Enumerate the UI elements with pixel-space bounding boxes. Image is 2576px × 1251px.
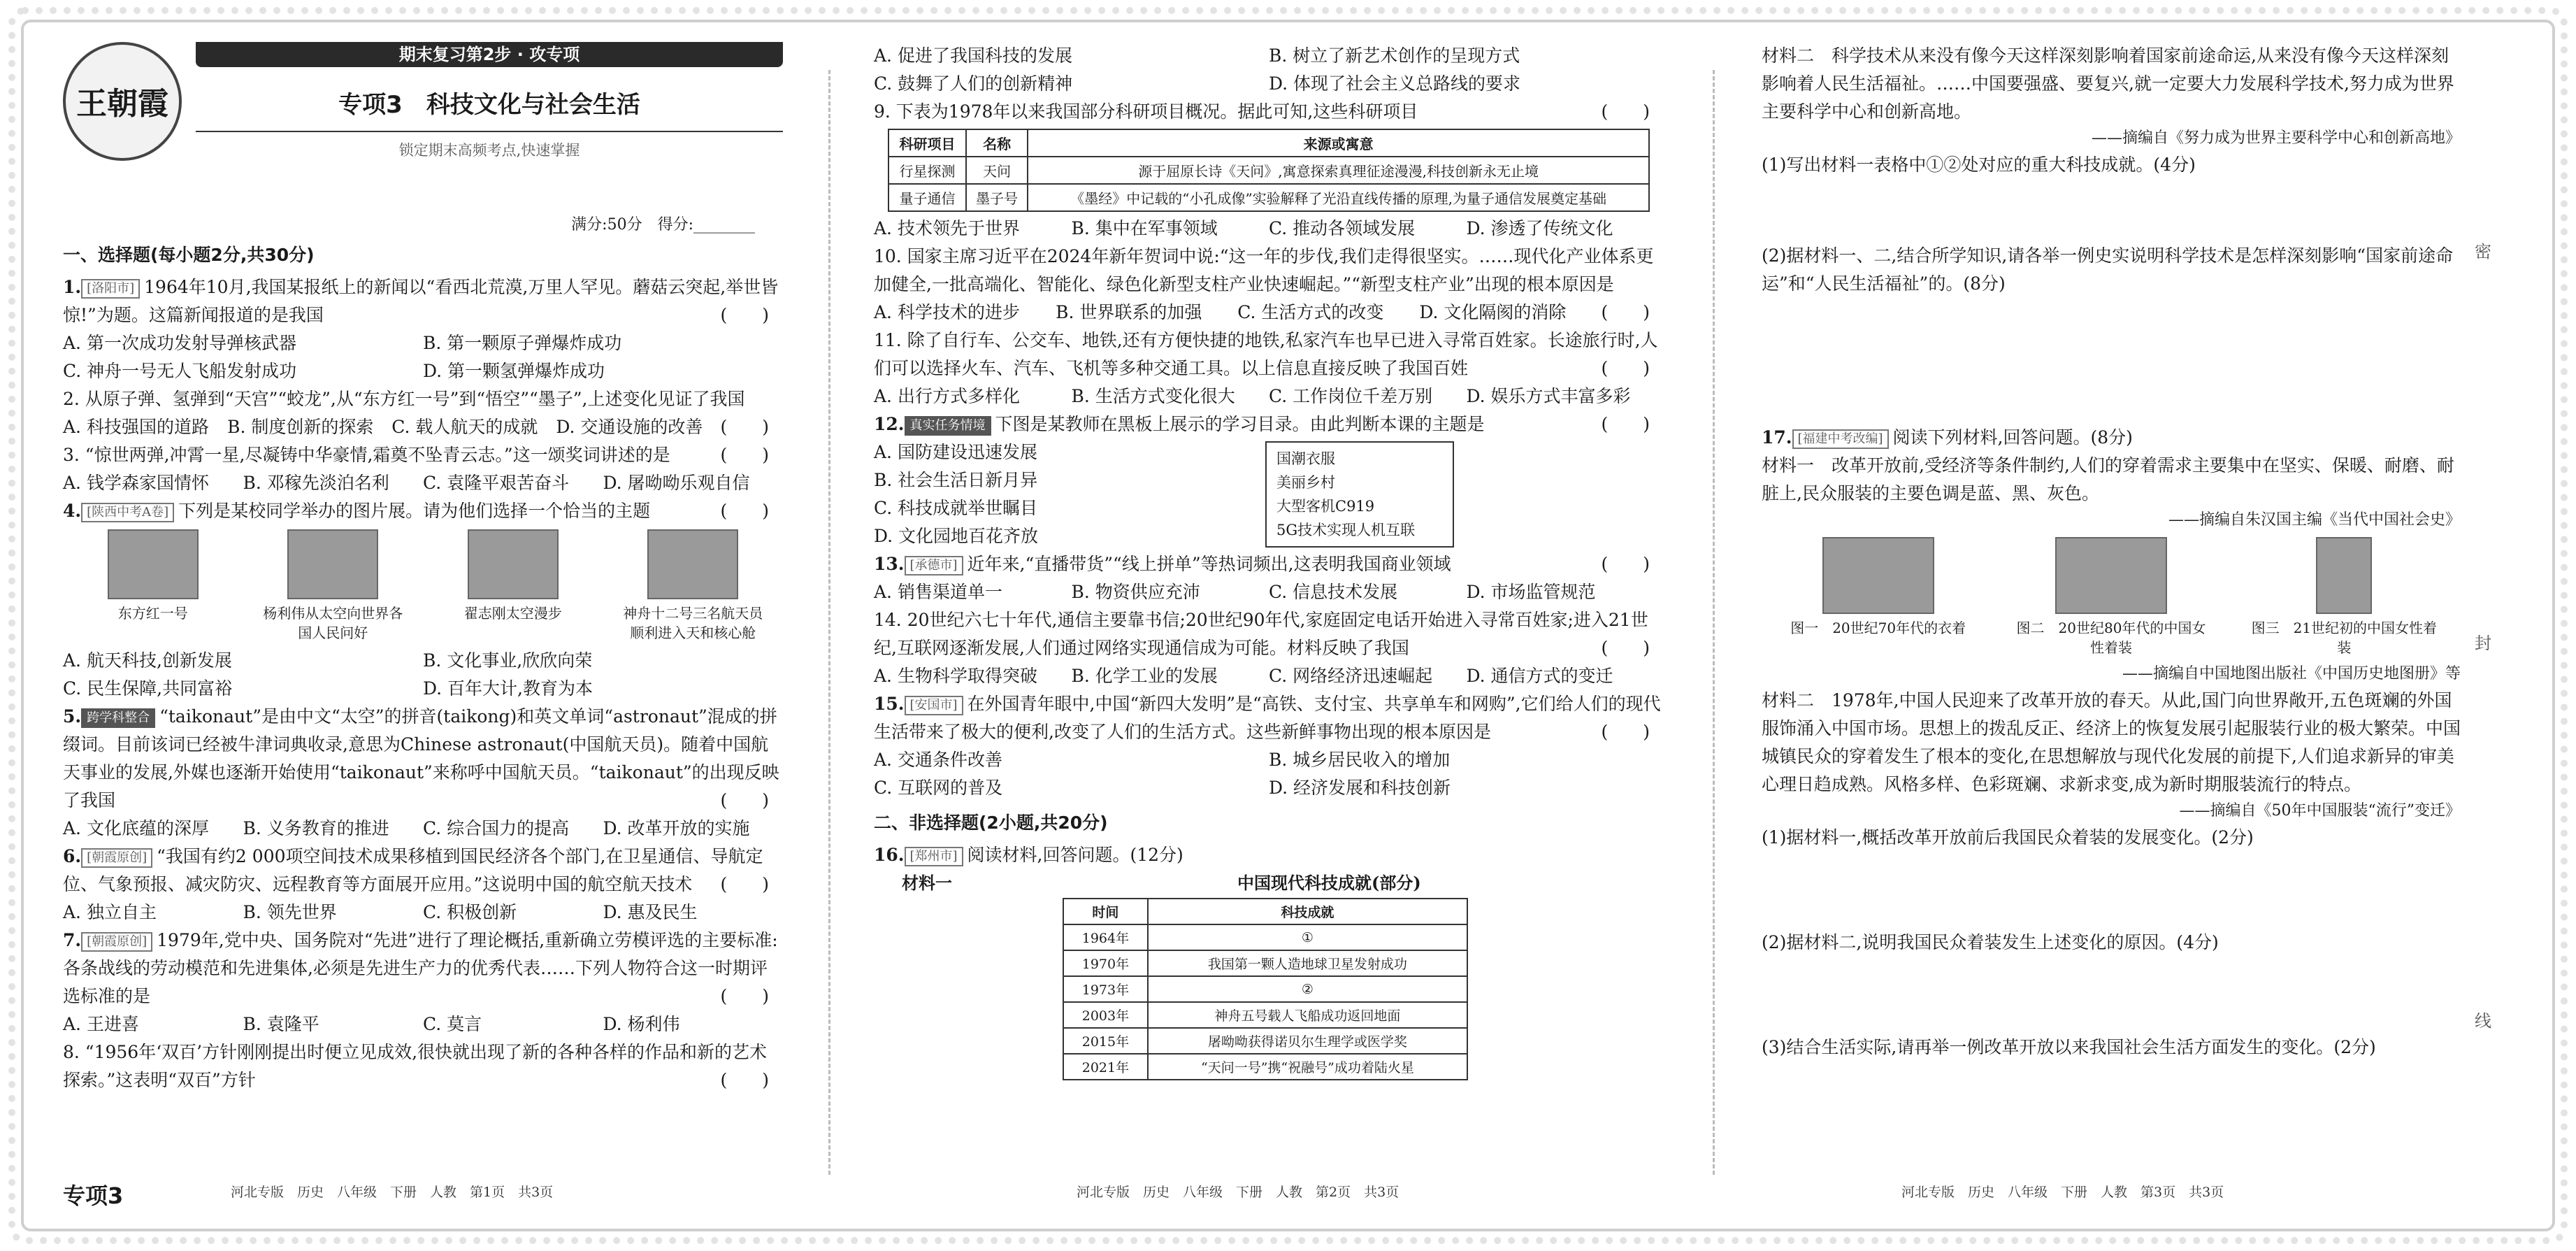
satellite-photo <box>108 529 199 599</box>
question-4: 4. [陕西中考A卷] 下列是某校同学举办的图片展。请为他们选择一个恰当的主题 ( ) <box>63 501 769 521</box>
options: A. 第一次成功发射导弹核武器 B. 第一颗原子弹爆炸成功 C. 神舟一号无人飞船发射成功 D. 第一颗氢弹爆炸成功 <box>63 333 622 381</box>
options: A. 独立自主 B. 领先世界 C. 积极创新 D. 惠及民生 <box>63 902 698 922</box>
column-1 <box>63 42 783 1094</box>
column-divider <box>1713 70 1715 1175</box>
footer-page-3: 河北专版 历史 八年级 下册 人教 第3页 共3页 <box>1901 1185 2224 1200</box>
source-line: ——摘编自《50年中国服装“流行”变迁》 <box>2179 802 2461 820</box>
photo: 图二 20世纪80年代的中国女性着装 <box>2013 537 2209 657</box>
review-banner: 期末复习第2步 · 攻专项 <box>196 42 783 67</box>
space-station-photo <box>647 529 738 599</box>
options: A. 航天科技,创新发展 B. 文化事业,欣欣向荣 C. 民生保障,共同富裕 D. 百年大计,教育为本 <box>63 650 593 699</box>
question-1: 1. [洛阳市] 1964年10月,我国某报纸上的新闻以“看西北荒漠,万里人罕见。蘑菇云突起,举世皆惊!”为题。这篇新闻报道的是我国 ( ) <box>63 277 779 325</box>
question-14: 14. 20世纪六七十年代,通信主要靠书信;20世纪90年代,家庭固定电话开始进入寻常百姓家;进入21世纪,互联网逐渐发展,人们通过网络实现通信成为可能。材料反映了我国 ( ) <box>874 610 1650 658</box>
question-2: 2. 从原子弹、氢弹到“天宫”“蛟龙”,从“东方红一号”到“悟空”“墨子”,上述变化见证了我国 ( ) <box>63 389 769 437</box>
question-10: 10. 国家主席习近平在2024年新年贺词中说:“这一年的步伐,我们走得很坚实。……现代化产业体系更加健全,一批高端化、智能化、绿色化新型支柱产业快速崛起。”“新型支柱产业”出现的根本原因是 ( ) <box>874 246 1654 322</box>
q17-material-2: 材料二 1978年,中国人民迎来了改革开放的春天。从此,国门向世界敞开,五色斑斓的外国服饰涌入中国市场。思想上的拨乱反正、经济上的恢复发展引起服装行业的极大繁荣。中国城镇民众的穿着发生了根本的变化,在思想解放与现代化发展的前提下,人们追求新异的审美心理日趋成熟。风格多样、色彩斑斓、求新求变,成为新时期服装流行的特点。 <box>1762 690 2461 794</box>
photo: 图三 21世纪初的中国女性着装 <box>2246 537 2442 657</box>
section-title: 二、非选择题(2小题,共20分) <box>874 813 1108 833</box>
options: A. 王进喜 B. 袁隆平 C. 莫言 D. 杨利伟 <box>63 1014 680 1034</box>
options: A. 出行方式多样化 B. 生活方式变化很大 C. 工作岗位千差万别 D. 娱乐方式丰富多彩 <box>874 386 1631 406</box>
q17-part-1: (1)据材料一,概括改革开放前后我国民众着装的发展变化。(2分) <box>1762 827 2254 848</box>
achievement-table: 时间 科技成就 1964年 ① 1970年 我国第一颗人造地球卫星发射成功 1973年 ② 2003年 神舟五号载人飞船成功返回地面 2015年 屠呦呦获得诺贝尔生理学或医学奖 2021年 “天问一号”携“祝融号”成功着陆火星 <box>1063 898 1468 1080</box>
question-6: 6. [朝霞原创] “我国有约2 000项空间技术成果移植到国民经济各个部门,在卫星通信、导航定位、气象预报、减灾防灾、远程教育等方面展开应用。”这说明中国的航空航天技术 ( ) <box>63 846 769 894</box>
question-5: 5. 跨学科整合 “taikonaut”是由中文“太空”的拼音(taikong)和英文单词“astronaut”混成的拼缀词。目前该词已经被牛津词典收录,意思为Chinese astronaut(中国航天员)。随着中国航天事业的发展,外媒也逐渐开始使用“taikonaut”来称呼中国航天员。“taikonaut”的出现反映了我国 ( ) <box>63 706 779 810</box>
seal-mark: 封 <box>2475 634 2491 653</box>
question-12: 12. 真实任务情境 下图是某教师在黑板上展示的学习目录。由此判断本课的主题是 ( ) <box>874 414 1650 434</box>
score-line: 满分:50分 得分:________ <box>571 216 755 234</box>
page-subtitle: 锁定期末高频考点,快速掌握 <box>196 131 783 160</box>
q16-part-1: (1)写出材料一表格中①②处对应的重大科技成就。(4分) <box>1762 155 2196 175</box>
options: A. 促进了我国科技的发展 B. 树立了新艺术创作的呈现方式 C. 鼓舞了人们的创新精神 D. 体现了社会主义总路线的要求 <box>874 45 1521 94</box>
column-2 <box>874 42 1664 1080</box>
question-7: 7. [朝霞原创] 1979年,党中央、国务院对“先进”进行了理论概括,重新确立劳模评选的主要标准:各条战线的劳动模范和先进集体,必须是先进生产力的优秀代表……下列人物符合这一时期评选标准的是 ( ) <box>63 930 778 1006</box>
blackboard-outline: 国潮衣服 美丽乡村 大型客机C919 5G技术实现人机互联 <box>1265 441 1454 548</box>
options: A. 钱学森家国情怀 B. 邓稼先淡泊名利 C. 袁隆平艰苦奋斗 D. 屠呦呦乐观自信 <box>63 473 750 493</box>
photo: 图一 20世纪70年代的衣着 <box>1780 537 1976 657</box>
question-17: 17. [福建中考改编] 阅读下列材料,回答问题。(8分) <box>1762 427 2133 448</box>
column-divider <box>828 70 830 1175</box>
options: A. 文化底蕴的深厚 B. 义务教育的推进 C. 综合国力的提高 D. 改革开放的实施 <box>63 818 750 838</box>
section-title: 一、选择题(每小题2分,共30分) <box>63 245 315 265</box>
source-line: ——摘编自朱汉国主编《当代中国社会史》 <box>2168 511 2461 529</box>
question-15: 15. [安国市] 在外国青年眼中,中国“新四大发明”是“高铁、支付宝、共享单车和网购”,它们给人们的现代生活带来了极大的便利,改变了人们的生活方式。这些新鲜事物出现的根本原因是 ( ) <box>874 694 1661 742</box>
options: A. 交通条件改善 B. 城乡居民收入的增加 C. 互联网的普及 D. 经济发展和科技创新 <box>874 750 1451 798</box>
astronaut-photo <box>287 529 378 599</box>
photo: 神舟十二号三名航天员顺利进入天和核心舱 <box>619 529 766 643</box>
spacewalk-photo <box>468 529 559 599</box>
footer-label: 专项3 <box>63 1182 124 1209</box>
options: A. 科学技术的进步 B. 世界联系的加强 C. 生活方式的改变 D. 文化隔阂的消除 <box>874 302 1567 322</box>
seal-mark: 密 <box>2475 242 2491 262</box>
q17-part-3: (3)结合生活实际,请再举一例改革开放以来我国社会生活方面发生的变化。(2分) <box>1762 1037 2376 1057</box>
q16-material-2: 材料二 科学技术从来没有像今天这样深刻影响着国家前途命运,从来没有像今天这样深刻影响着人民生活福祉。……中国要强盛、要复兴,就一定要大力发展科学技术,努力成为世界主要科学中心和创新高地。 <box>1762 45 2454 122</box>
column-3 <box>1762 42 2461 1061</box>
photo: 杨利伟从太空向世界各国人民问好 <box>259 529 406 643</box>
question-3: 3. “惊世两弹,冲霄一星,尽凝铸中华豪情,霜奠不坠青云志。”这一颂奖词讲述的是 ( ) <box>63 445 769 465</box>
question-13: 13. [承德市] 近年来,“直播带货”“线上拼单”等热词频出,这表明我国商业领域 ( ) <box>874 554 1650 574</box>
options: A. 科技强国的道路 B. 制度创新的探索 C. 载人航天的成就 D. 交通设施的改善 <box>63 417 703 437</box>
research-table: 科研项目 名称 来源或寓意 行星探测 天问 源于屈原长诗《天问》,寓意探索真理征途漫漫,科技创新永无止境 量子通信 墨子号 《墨经》中记载的“小孔成像”实验解释了光沿直线传播的原理,为量子通信发展奠定基础 <box>888 129 1650 212</box>
q17-material-1: 材料一 改革开放前,受经济等条件制约,人们的穿着需求主要集中在坚实、保暖、耐磨、耐脏上,民众服装的主要色调是蓝、黑、灰色。 <box>1762 455 2454 503</box>
footer-page-1: 河北专版 历史 八年级 下册 人教 第1页 共3页 <box>231 1185 554 1200</box>
clothing-photos <box>1762 537 2461 657</box>
material-header: 材料一 中国现代科技成就(部分) <box>902 873 1421 893</box>
page-title: 专项3 科技文化与社会生活 <box>338 91 640 119</box>
q16-part-2: (2)据材料一、二,结合所学知识,请各举一例史实说明科学技术是怎样深刻影响“国家前途命运”和“人民生活福祉”的。(8分) <box>1762 245 2454 294</box>
question-11: 11. 除了自行车、公交车、地铁,还有方便快捷的地铁,私家汽车也早已进入寻常百姓家。长途旅行时,人们可以选择火车、汽车、飞机等多种交通工具。以上信息直接反映了我国百姓 ( ) <box>874 330 1658 378</box>
question-8: 8. “1956年‘双百’方针刚刚提出时便立见成效,很快就出现了新的各种各样的作品和新的艺术探索。”这表明“双百”方针 ( ) <box>63 1042 769 1090</box>
options: A. 生物科学取得突破 B. 化学工业的发展 C. 网络经济迅速崛起 D. 通信方式的变迁 <box>874 666 1613 686</box>
source-line: ——摘编自《努力成为世界主要科学中心和创新高地》 <box>2091 129 2461 147</box>
source-line: ——摘编自中国地图出版社《中国历史地图册》等 <box>2122 665 2461 682</box>
options: A. 销售渠道单一 B. 物资供应充沛 C. 信息技术发展 D. 市场监管规范 <box>874 582 1596 602</box>
options: A. 国防建设迅速发展 B. 社会生活日新月异 C. 科技成就举世瞩目 D. 文化园地百花齐放 <box>874 442 1039 546</box>
clothing-photo <box>1822 537 1934 614</box>
photo: 东方红一号 <box>80 529 226 643</box>
seal-mark: 线 <box>2475 1011 2491 1031</box>
footer-page-2: 河北专版 历史 八年级 下册 人教 第2页 共3页 <box>1077 1185 1399 1200</box>
question-12-block <box>874 410 1664 550</box>
clothing-photo <box>2055 537 2167 614</box>
brand-logo: 王朝霞 <box>63 42 182 161</box>
question-16: 16. [郑州市] 阅读材料,回答问题。(12分) <box>874 845 1183 865</box>
clothing-photo <box>2316 537 2372 614</box>
photo: 翟志刚太空漫步 <box>440 529 587 643</box>
q17-part-2: (2)据材料二,说明我国民众着装发生上述变化的原因。(4分) <box>1762 932 2219 952</box>
photo-row <box>63 529 783 643</box>
question-9: 9. 下表为1978年以来我国部分科研项目概况。据此可知,这些科研项目 ( ) <box>874 101 1650 122</box>
options: A. 技术领先于世界 B. 集中在军事领域 C. 推动各领域发展 D. 渗透了传统文化 <box>874 218 1613 238</box>
